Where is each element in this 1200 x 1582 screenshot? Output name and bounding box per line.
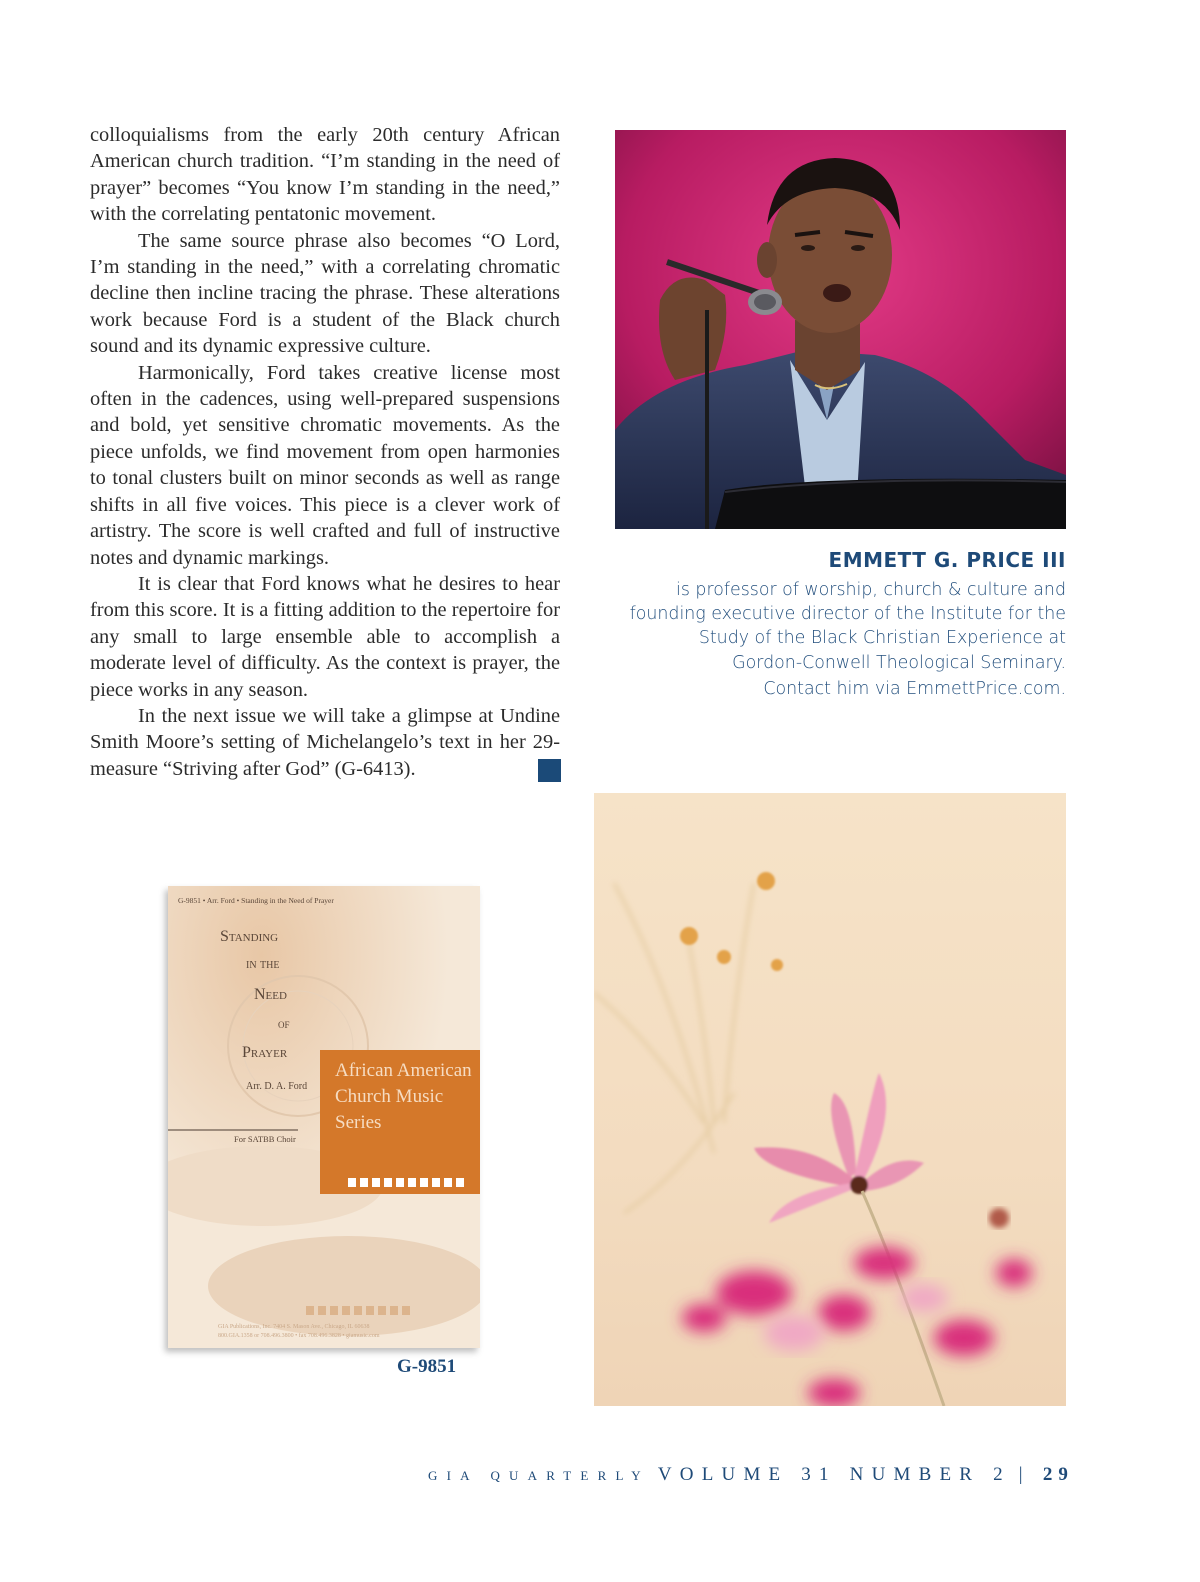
cover-arranger: Arr. D. A. Ford <box>246 1081 308 1092</box>
article-paragraph-2: The same source phrase also becomes “O Lord, I’m standing in the need,” with a correlating chromatic decline then incline tracing the phrase. These alterations work because Ford is a student of the Black church sound and its dynamic expressive culture. <box>90 229 560 358</box>
cover-title-line-1: Standing <box>220 928 279 945</box>
bio-line-4: Gordon-Conwell Theological Seminary. <box>732 652 1066 673</box>
footer-publication: GIA QUARTERLY <box>428 1468 650 1483</box>
bio-line-1: is professor of worship, church & culture and <box>676 580 1066 600</box>
score-code-caption: G-9851 <box>397 1356 457 1377</box>
bio-line-2: founding executive director of the Institute for the <box>629 604 1066 625</box>
article-paragraph-1: colloquialisms from the early 20th century African American church tradition. “I’m standing in the need of prayer” becomes “You know I’m standing in the need,” with the correlating pentatonic movement. <box>90 124 560 226</box>
bio-line-5: Contact him via EmmettPrice.com. <box>763 678 1066 699</box>
cover-series-title: African American Church Music Series <box>335 1060 472 1133</box>
bio-line-3: Study of the Black Christian Experience at <box>698 628 1066 649</box>
footer-volume: VOLUME 31 NUMBER 2 <box>657 1464 1011 1485</box>
article-paragraph-4: It is clear that Ford knows what he desires to hear from this score. It is a fitting addition to the repertoire for any small to large ensemble able to accomplish a moderate level of difficulty. As the context is prayer, the piece works in any season. <box>90 572 560 701</box>
footer-page-number: 29 <box>1042 1464 1074 1485</box>
cover-header: G-9851 • Arr. Ford • Standing in the Need of Prayer <box>178 896 334 905</box>
article-last-paragraph-wrap <box>90 703 560 782</box>
flower-photo <box>594 793 1066 1406</box>
page-footer <box>428 1464 1074 1486</box>
footer-separator: | <box>1018 1464 1031 1485</box>
author-photo <box>615 130 1066 529</box>
cover-publisher-contact: 800.GIA.1358 or 708.496.3800 • fax 708.496.3828 • giamusic.com <box>218 1333 380 1339</box>
cover-voicing: For SATBB Choir <box>234 1134 296 1144</box>
score-cover <box>168 886 480 1348</box>
article-paragraph-3: Harmonically, Ford takes creative license most often in the cadences, using well-prepared suspensions and bold, yet sensitive chromatic movements. As the piece unfolds, we find movement from open harmonies to tonal clusters built on minor seconds as well as range shifts in all five voices. This piece is a clever work of artistry. The score is well crafted and full of instructive notes and dynamic markings. <box>90 361 560 569</box>
end-of-article-square-icon <box>538 759 561 782</box>
cover-title-line-2: in the <box>246 957 280 972</box>
article-column <box>90 122 560 782</box>
author-name: EMMETT G. PRICE III <box>828 548 1066 572</box>
author-bio <box>600 548 1066 701</box>
cover-title-line-4: of <box>278 1016 290 1031</box>
article-paragraph-5: In the next issue we will take a glimpse at Undine Smith Moore’s setting of Michelangelo’s text in her 29-measure “Striving after God” (G-6413). <box>90 704 560 780</box>
cover-title-line-3: Need <box>254 986 287 1003</box>
cover-publisher: GIA Publications, Inc. 7404 S. Mason Ave., Chicago, IL 60638 <box>218 1324 370 1330</box>
cover-title-line-5: Prayer <box>242 1044 288 1061</box>
